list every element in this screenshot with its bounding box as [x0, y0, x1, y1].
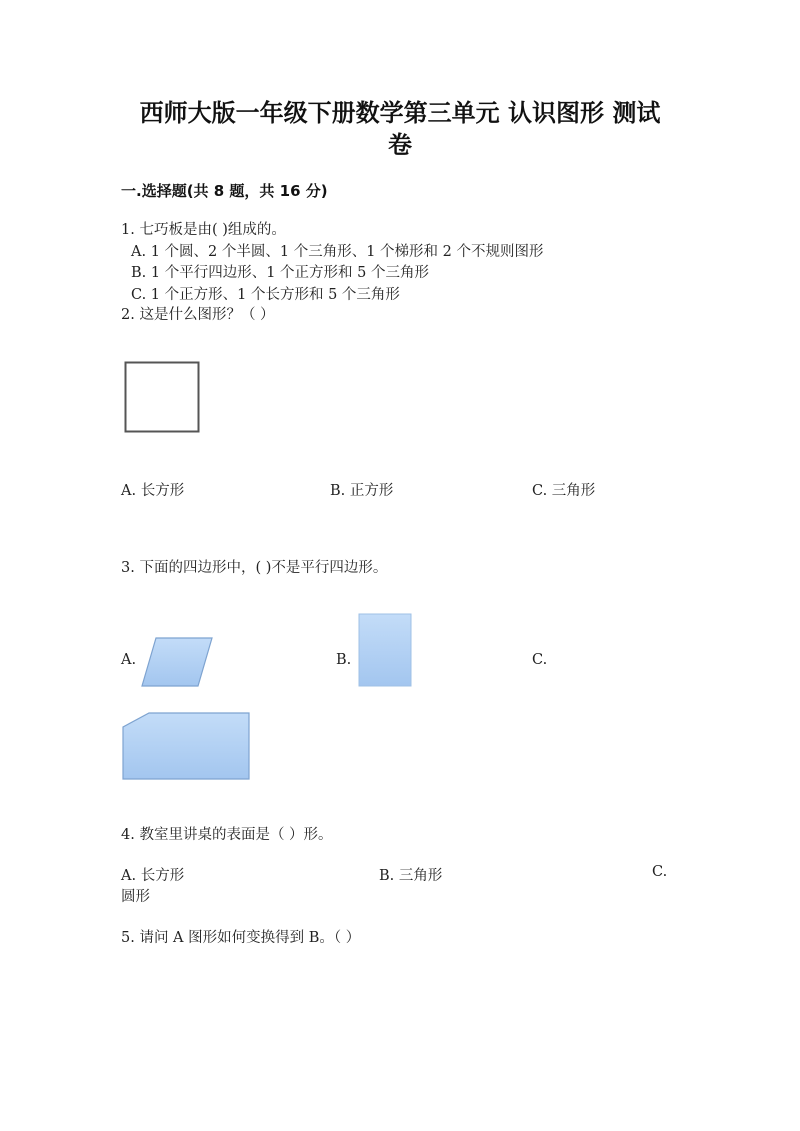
question-1-option-a: A. 1 个圆、2 个半圆、1 个三角形、1 个梯形和 2 个不规则图形	[131, 244, 544, 260]
question-3-option-b-label: B.	[336, 652, 352, 668]
question-4-option-b: B. 三角形	[379, 868, 443, 884]
section-heading: 一.选择题(共 8 题，共 16 分)	[121, 182, 328, 200]
page-title: 西师大版一年级下册数学第三单元 认识图形 测试	[139, 99, 661, 127]
question-4-option-a: A. 长方形	[121, 868, 185, 884]
question-3-option-a-label: A.	[121, 652, 137, 668]
question-2-option-b: B. 正方形	[330, 483, 394, 499]
rectangle-figure	[358, 613, 412, 687]
page-title-continued: 卷	[388, 131, 412, 159]
question-2-option-a: A. 长方形	[121, 483, 185, 499]
question-2-stem: 2. 这是什么图形？（ ）	[121, 307, 275, 323]
square-figure	[124, 361, 202, 435]
question-3-option-c-label: C.	[532, 652, 548, 668]
question-4-option-c-text: 圆形	[121, 889, 150, 905]
question-3-stem: 3. 下面的四边形中，( )不是平行四边形。	[121, 560, 388, 576]
question-4-option-c: C.	[652, 864, 668, 880]
question-1-option-c: C. 1 个正方形、1 个长方形和 5 个三角形	[131, 287, 400, 303]
question-2-option-c: C. 三角形	[532, 483, 596, 499]
question-1-option-b: B. 1 个平行四边形、1 个正方形和 5 个三角形	[131, 265, 429, 281]
question-1-stem: 1. 七巧板是由( )组成的。	[121, 222, 286, 238]
pentagon-figure	[121, 711, 251, 781]
parallelogram-figure	[140, 636, 216, 688]
question-5-stem: 5. 请问 A 图形如何变换得到 B。（ ）	[121, 930, 361, 946]
question-4-stem: 4. 教室里讲桌的表面是（ ）形。	[121, 827, 333, 843]
